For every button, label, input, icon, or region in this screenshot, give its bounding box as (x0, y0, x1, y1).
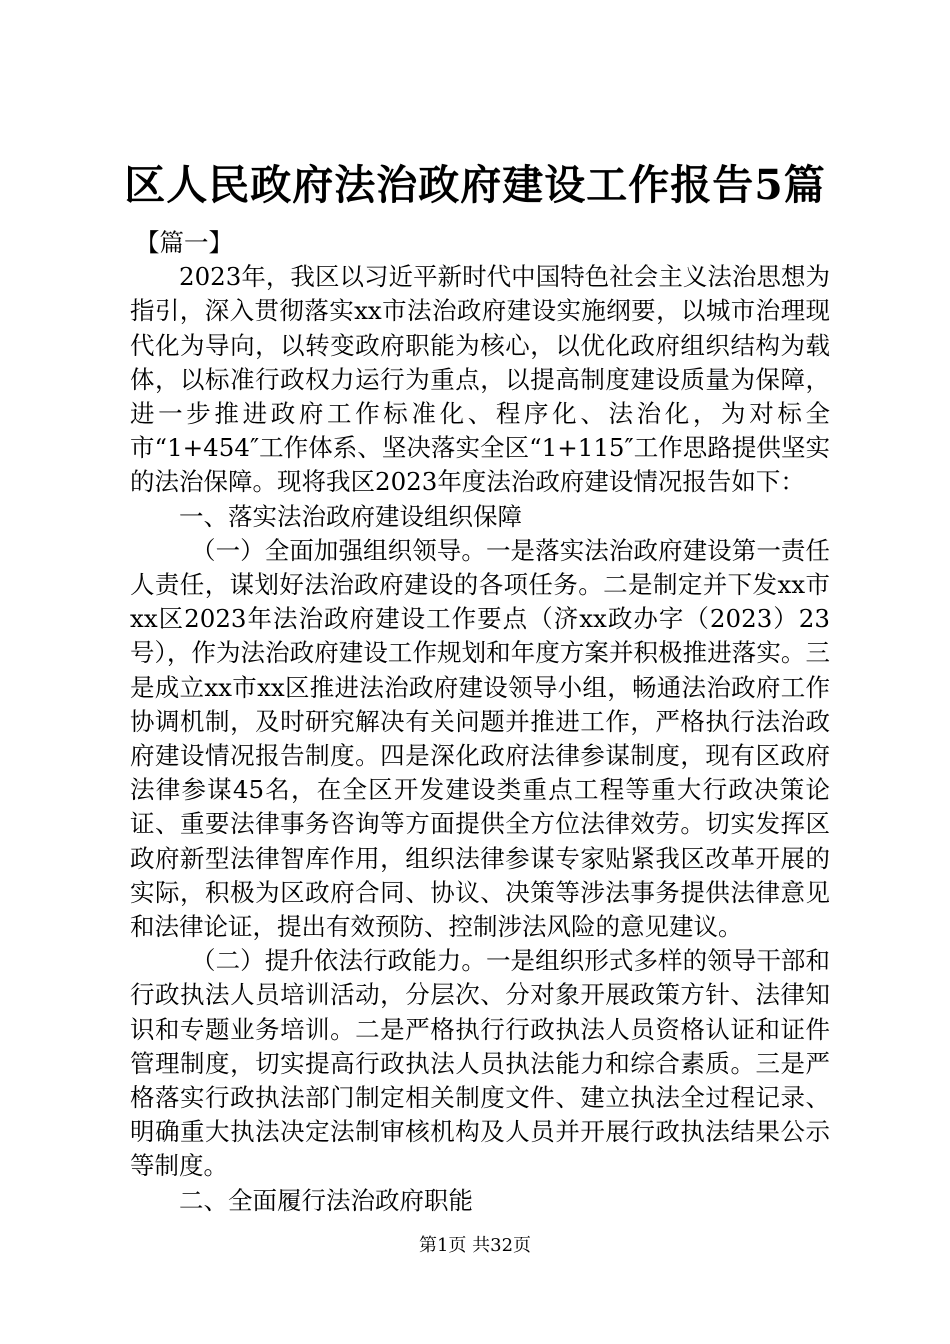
section-label: 【篇一】 (135, 228, 233, 257)
intro-paragraph: 2023年，我区以习近平新时代中国特色社会主义法治思想为指引，深入贯彻落实xx市法治政府建设实施纲要，以城市治理现代化为导向，以转变政府职能为核心，以优化政府组织结构为载体，以标准行政权力运行为重点，以提高制度建设质量为保障，进一步推进政府工作标准化、程序化、法治化，为对标全市“1+454″工作体系、坚决落实全区“1+115″工作思路提供坚实的法治保障。现将我区2023年度法治政府建设情况报告如下： (130, 262, 830, 497)
document-title: 区人民政府法治政府建设工作报告5篇 (124, 161, 826, 209)
heading-two: 二、全面履行法治政府职能 (179, 1185, 473, 1215)
document-body (130, 226, 830, 1218)
subsection-one-paragraph: （一）全面加强组织领导。一是落实法治政府建设第一责任人责任，谋划好法治政府建设的各项任务。二是制定并下发xx市xx区2023年法治政府建设工作要点（济xx政办字（2023）23号），作为法治政府建设工作规划和年度方案并积极推进落实。三是成立xx市xx区推进法治政府建设领导小组，畅通法治政府工作协调机制，及时研究解决有关问题并推进工作，严格执行法治政府建设情况报告制度。四是深化政府法律参谋制度，现有区政府法律参谋45名，在全区开发建设类重点工程等重大行政决策论证、重要法律事务咨询等方面提供全方位法律效劳。切实发挥区政府新型法律智库作用，组织法律参谋专家贴紧我区改革开展的实际，积极为区政府合同、协议、决策等涉法事务提供法律意见和法律论证，提出有效预防、控制涉法风险的意见建议。 (130, 535, 830, 942)
subsection-two-paragraph: （二）提升依法行政能力。一是组织形式多样的领导干部和行政执法人员培训活动，分层次、分对象开展政策方针、法律知识和专题业务培训。二是严格执行行政执法人员资格认证和证件管理制度，切实提高行政执法人员执法能力和综合素质。三是严格落实行政执法部门制定相关制度文件、建立执法全过程记录、明确重大执法决定法制审核机构及人员并开展行政执法结果公示等制度。 (130, 946, 830, 1181)
page-footer: 第1页 共32页 (418, 1235, 532, 1256)
heading-one: 一、落实法治政府建设组织保障 (179, 501, 522, 531)
